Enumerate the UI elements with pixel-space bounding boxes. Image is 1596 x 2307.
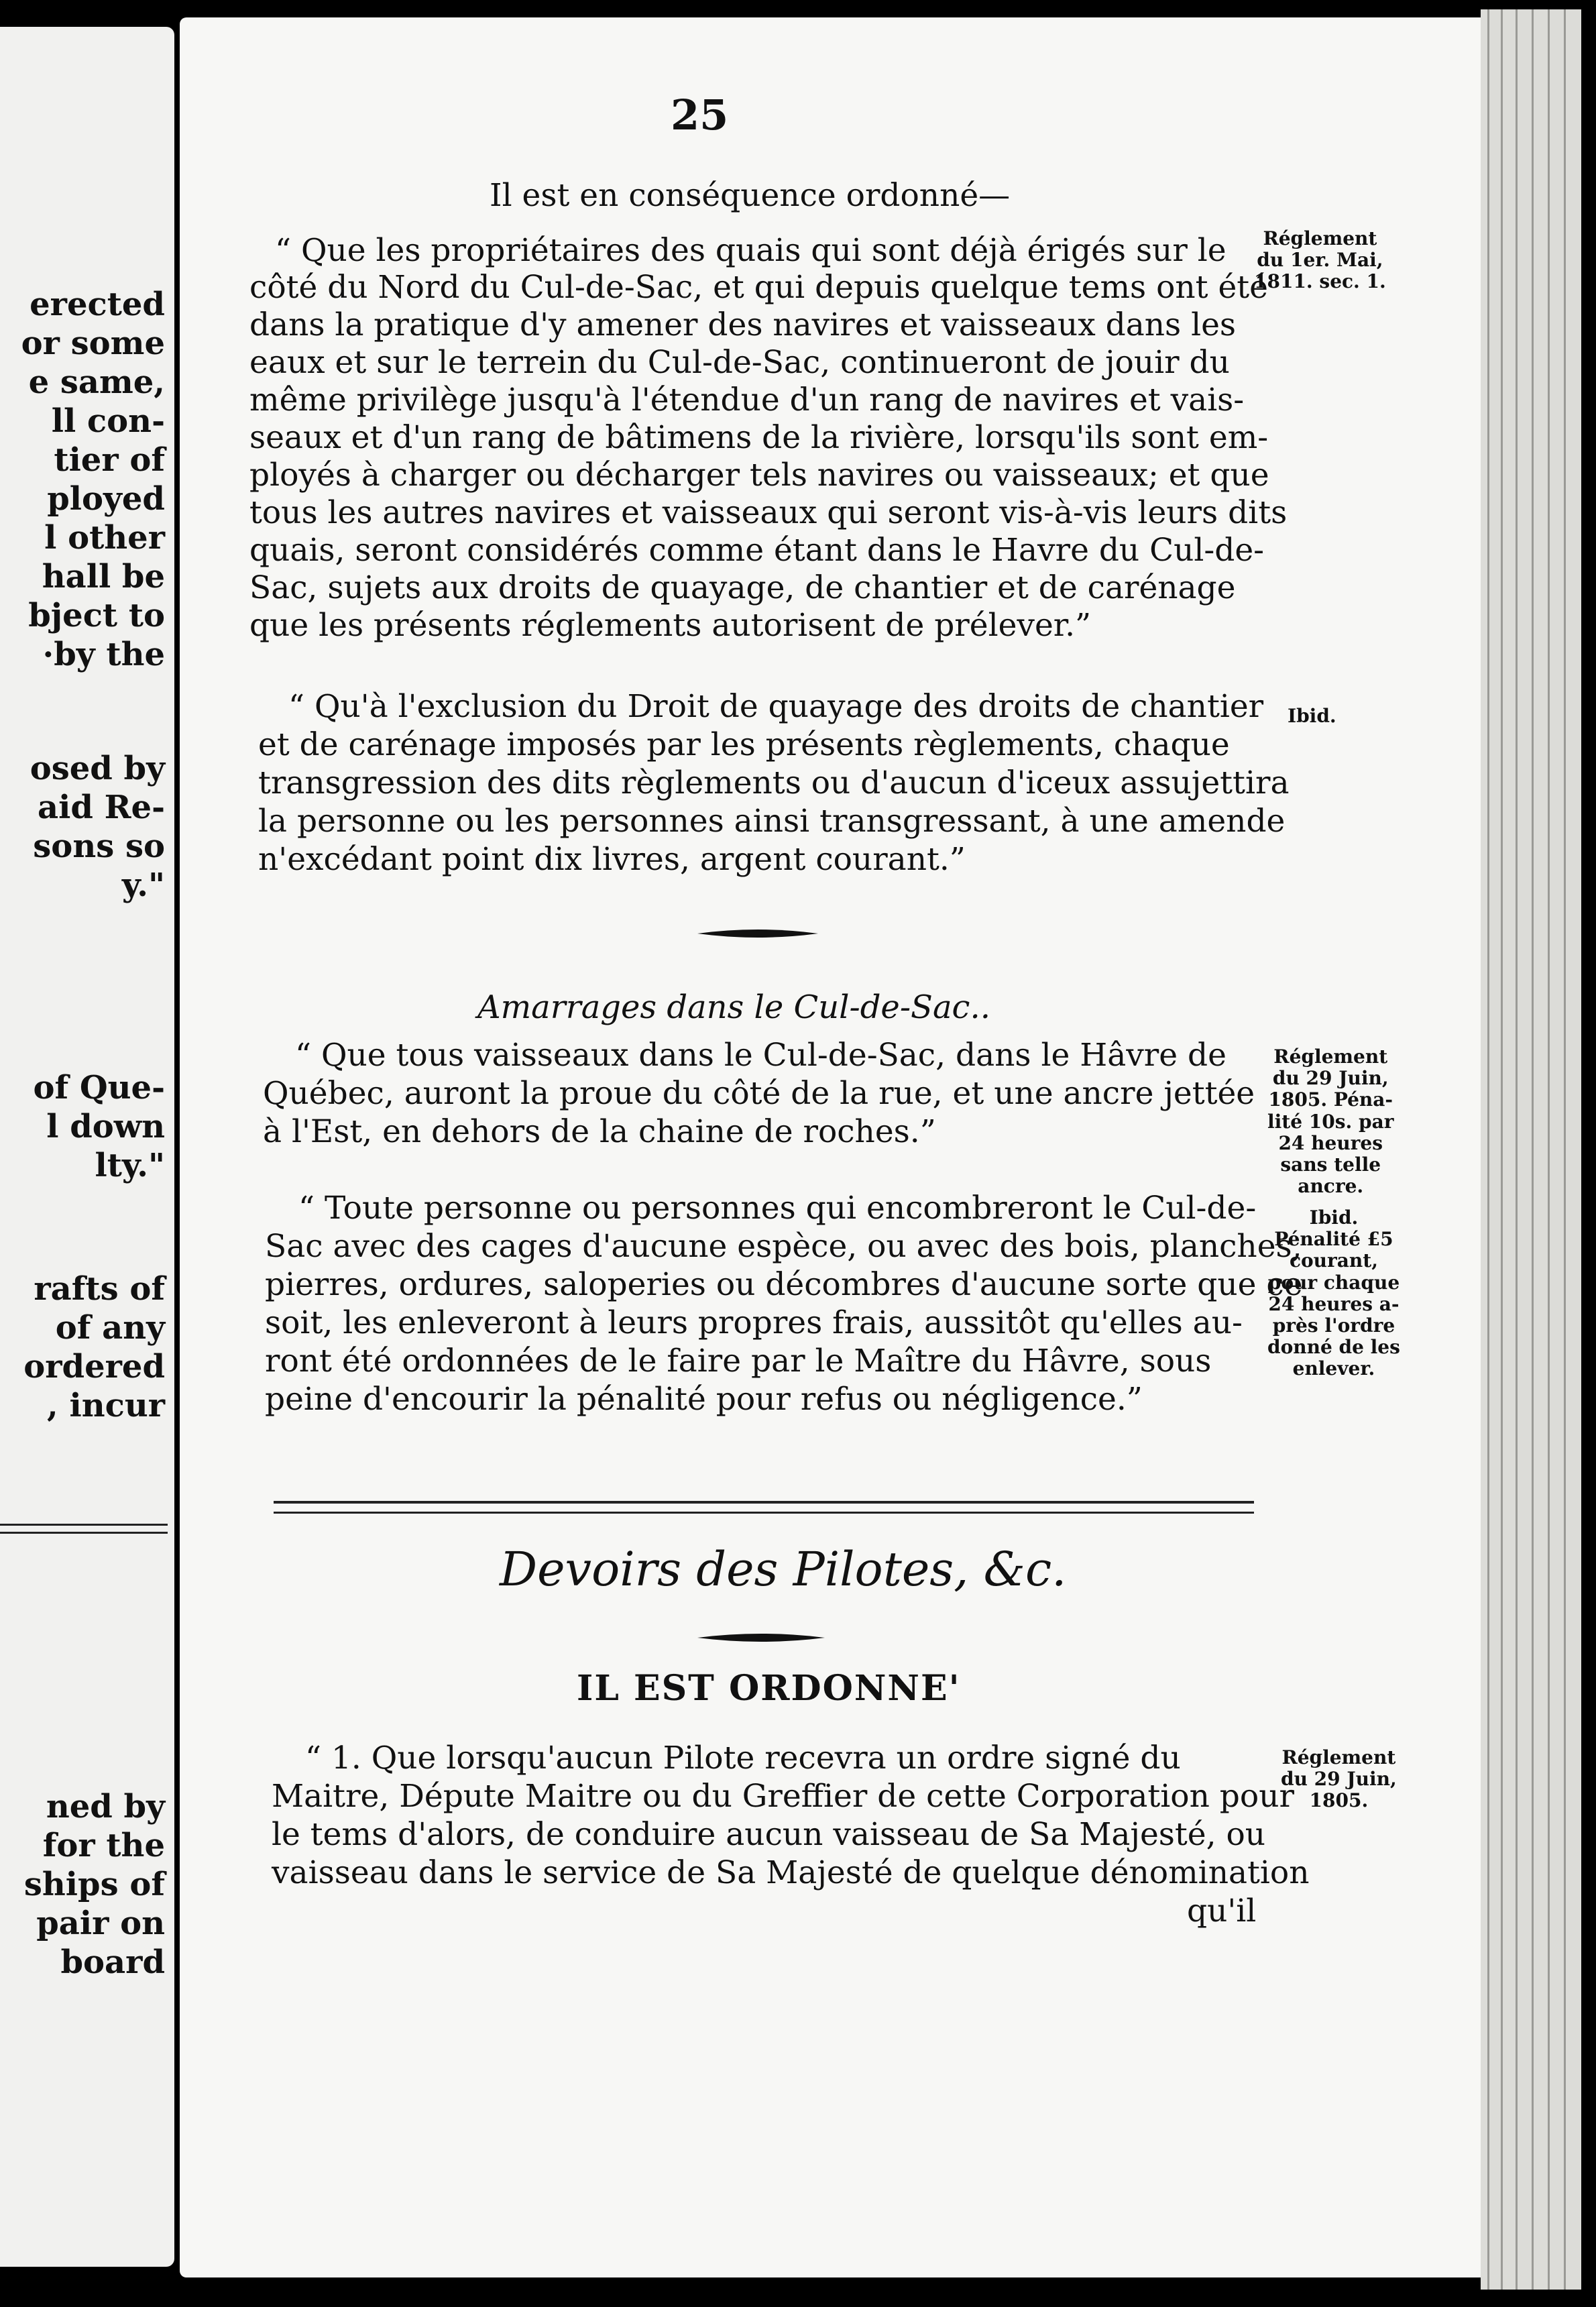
- section-title: Devoirs des Pilotes, &c.: [500, 1542, 1067, 1597]
- left-text-line: ll con-: [51, 402, 165, 440]
- text-line: côté du Nord du Cul-de-Sac, et qui depuis quelque tems ont été: [249, 269, 1268, 306]
- left-text-line: board: [60, 1944, 165, 1981]
- book-fore-edge: [1481, 9, 1581, 2290]
- margin-note: Ibid. Pénalité £5 courant, pour chaque 24 heures a- près l'ordre donné de les enlever.: [1267, 1206, 1400, 1380]
- left-text-line: l down: [46, 1108, 165, 1145]
- left-text-line: tier of: [54, 441, 165, 479]
- text-line: “ Que tous vaisseaux dans le Cul-de-Sac, dans le Hâvre de: [295, 1037, 1227, 1074]
- left-divider: [0, 1532, 168, 1534]
- page-number: 25: [671, 91, 729, 139]
- text-line: seaux et d'un rang de bâtimens de la rivière, lorsqu'ils sont em-: [249, 419, 1269, 456]
- left-text-line: y.": [121, 866, 165, 904]
- left-text-line: bject to: [28, 597, 165, 634]
- left-text-line: ships of: [23, 1866, 165, 1903]
- left-text-line: ·by the: [42, 636, 165, 673]
- left-text-line: e same,: [28, 363, 165, 401]
- left-text-line: pair on: [36, 1905, 165, 1942]
- text-line: la personne ou les personnes ainsi transgressant, à une amende: [258, 803, 1286, 840]
- text-line: “ 1. Que lorsqu'aucun Pilote recevra un ordre signé du: [305, 1740, 1181, 1777]
- text-line: même privilège jusqu'à l'étendue d'un rang de navires et vais-: [249, 382, 1245, 418]
- left-text-line: ned by: [46, 1788, 165, 1825]
- section-divider: [274, 1501, 1254, 1504]
- text-line: quais, seront considérés comme étant dans le Havre du Cul-de-: [249, 532, 1265, 569]
- text-line: “ Que les propriétaires des quais qui sont déjà érigés sur le: [275, 232, 1227, 269]
- left-divider: [0, 1524, 168, 1526]
- text-line: ront été ordonnées de le faire par le Maître du Hâvre, sous: [265, 1343, 1212, 1380]
- text-line: Maitre, Députe Maitre ou du Greffier de cette Corporation pour: [272, 1778, 1294, 1815]
- left-text-line: lty.": [95, 1147, 165, 1184]
- intro-line: Il est en conséquence ordonné—: [490, 177, 1011, 214]
- left-text-line: erected: [30, 286, 165, 323]
- text-line: peine d'encourir la pénalité pour refus ou négligence.”: [265, 1381, 1143, 1418]
- margin-note: Réglement du 29 Juin, 1805. Péna- lité 10s. par 24 heures sans telle ancre.: [1267, 1046, 1394, 1198]
- left-text-line: ordered: [23, 1348, 165, 1386]
- text-line: pierres, ordures, saloperies ou décombres d'aucune sorte que ce: [265, 1266, 1303, 1303]
- text-line: n'excédant point dix livres, argent courant.”: [258, 841, 966, 878]
- left-text-line: ployed: [47, 480, 165, 518]
- text-line: dans la pratique d'y amener des navires et vaisseaux dans les: [249, 306, 1237, 343]
- text-line: soit, les enleveront à leurs propres frais, aussitôt qu'elles au-: [265, 1304, 1243, 1341]
- text-line: ployés à charger ou décharger tels navires ou vaisseaux; et que: [249, 457, 1269, 494]
- il-est-ordonne-heading: IL EST ORDONNE': [577, 1668, 961, 1709]
- text-line: “ Toute personne ou personnes qui encombreront le Cul-de-: [298, 1190, 1257, 1227]
- left-text-line: aid Re-: [38, 789, 165, 826]
- left-text-line: l other: [44, 519, 165, 557]
- text-line: Sac, sujets aux droits de quayage, de chantier et de carénage: [249, 569, 1236, 606]
- catchword: qu'il: [1187, 1893, 1257, 1929]
- text-line: “ Qu'à l'exclusion du Droit de quayage des droits de chantier: [288, 688, 1264, 725]
- section-divider: [274, 1512, 1254, 1514]
- text-line: que les présents réglements autorisent de prélever.”: [249, 607, 1092, 644]
- left-text-line: or some: [21, 325, 165, 362]
- text-line: Sac avec des cages d'aucune espèce, ou avec des bois, planches,: [265, 1228, 1302, 1265]
- text-line: le tems d'alors, de conduire aucun vaisseau de Sa Majesté, ou: [272, 1816, 1266, 1853]
- left-text-line: of any: [55, 1309, 165, 1347]
- left-page-fragment: [0, 27, 174, 2267]
- text-line: et de carénage imposés par les présents règlements, chaque: [258, 726, 1230, 763]
- text-line: Québec, auront la proue du côté de la rue, et une ancre jettée: [263, 1075, 1255, 1112]
- left-text-line: rafts of: [34, 1270, 165, 1308]
- left-text-line: , incur: [47, 1387, 165, 1424]
- text-line: transgression des dits règlements ou d'aucun d'iceux assujettira: [258, 765, 1290, 801]
- left-text-line: for the: [42, 1827, 165, 1864]
- margin-note: Ibid.: [1288, 705, 1336, 727]
- text-line: eaux et sur le terrein du Cul-de-Sac, continueront de jouir du: [249, 344, 1230, 381]
- margin-note: Réglement du 1er. Mai, 1811. sec. 1.: [1254, 227, 1386, 293]
- text-line: à l'Est, en dehors de la chaine de roches.”: [263, 1113, 936, 1150]
- left-text-line: sons so: [33, 828, 165, 865]
- ornamental-rule: [697, 1630, 825, 1646]
- text-line: vaisseau dans le service de Sa Majesté de quelque dénomination: [272, 1854, 1310, 1891]
- text-line: tous les autres navires et vaisseaux qui seront vis-à-vis leurs dits: [249, 494, 1288, 531]
- left-text-line: of Que-: [33, 1069, 165, 1107]
- left-text-line: osed by: [30, 750, 165, 787]
- left-text-line: hall be: [42, 558, 165, 596]
- heading-amarrages: Amarrages dans le Cul-de-Sac..: [477, 989, 990, 1026]
- margin-note: Réglement du 29 Juin, 1805.: [1281, 1746, 1397, 1812]
- ornamental-rule: [697, 925, 818, 942]
